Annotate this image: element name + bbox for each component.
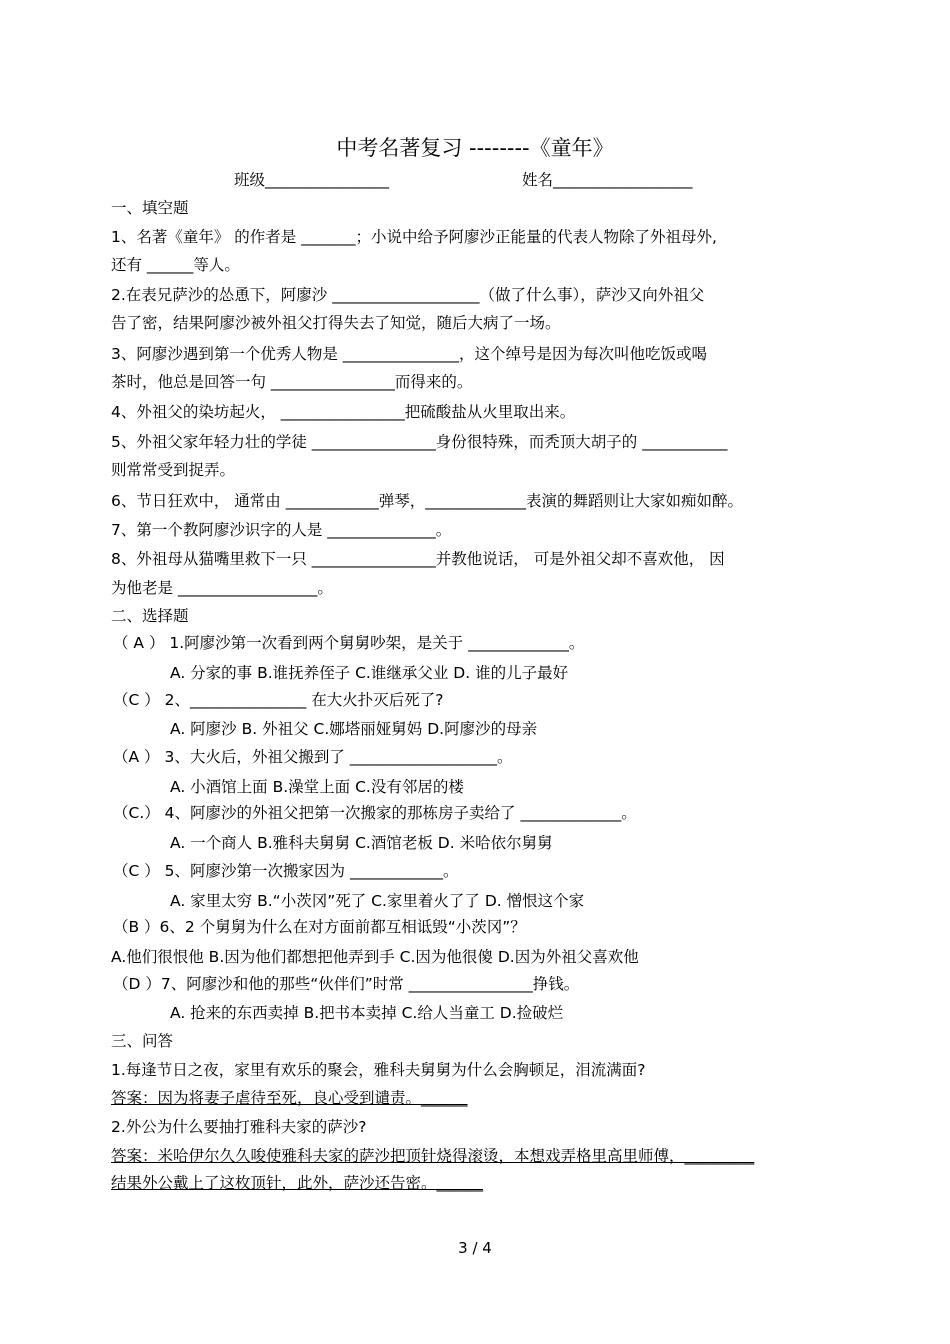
name-field-label: 姓名__________________ [522,171,693,189]
choice-question: （B ）6、2 个舅舅为什么在对方面前都互相诋毁“小茨冈”？ [113,918,526,936]
fill-line: 还有 ______等人。 [111,256,240,274]
choice-options: A. 阿廖沙 B. 外祖父 C.娜塔丽娅舅妈 D.阿廖沙的母亲 [170,720,538,738]
choice-question: （A ） 3、大火后，外祖父搬到了 ___________________。 [113,748,513,766]
choice-options: A. 家里太穷 B.“小茨冈”死了 C.家里着火了了 D. 憎恨这个家 [170,892,585,910]
choice-options: A. 抢来的东西卖掉 B.把书本卖掉 C.给人当童工 D.捡破烂 [170,1004,564,1022]
choice-question: （ A ） 1.阿廖沙第一次看到两个舅舅吵架，是关于 _____________。 [113,634,585,652]
fill-line: 8、外祖母从猫嘴里救下一只 ________________并教他说话， 可是外祖父却不喜欢他， 因 [111,550,725,568]
choice-question: （C.） 4、阿廖沙的外祖父把第一次搬家的那栋房子卖给了 _____________。 [113,804,637,822]
fill-line: 2.在表兄萨沙的怂恿下，阿廖沙 ___________________（做了什么事），萨沙又向外祖父 [111,286,705,304]
qa-answer: 答案：米哈伊尔久久唆使雅科夫家的萨沙把顶针烧得滚烫，本想戏弄格里高里师傅，_________ [111,1147,755,1165]
section-heading-choice: 二、选择题 [111,607,189,625]
qa-question: 1.每逢节日之夜，家里有欢乐的聚会，雅科夫舅舅为什么会胸顿足，泪流满面? [111,1061,646,1079]
choice-question: （D ）7、阿廖沙和他的那些“伙伴们”时常 ________________挣钱。 [113,975,580,993]
choice-question: （C ） 5、阿廖沙第一次搬家因为 ____________。 [113,862,459,880]
choice-options: A. 分家的事 B.谁抚养侄子 C.谁继承父业 D. 谁的儿子最好 [170,664,569,682]
fill-line: 5、外祖父家年轻力壮的学徒 ________________身份很特殊，而秃顶大胡子的 ___________ [111,433,728,451]
page-number: 3 / 4 [458,1239,492,1257]
fill-line: 则常常受到捉弄。 [111,461,236,479]
qa-answer: 结果外公戴上了这枚顶针，此外，萨沙还告密。______ [111,1174,484,1192]
choice-options: A. 一个商人 B.雅科夫舅舅 C.酒馆老板 D. 米哈依尔舅舅 [170,834,553,852]
choice-options: A.他们很恨他 B.因为他们都想把他弄到手 C.因为他很傻 D.因为外祖父喜欢他 [111,948,639,966]
fill-line: 6、节日狂欢中， 通常由 ____________弹琴，_____________表演的舞蹈则让大家如痴如醉。 [111,492,743,510]
fill-line: 7、第一个教阿廖沙识字的人是 ______________。 [111,521,452,539]
fill-line: 告了密，结果阿廖沙被外祖父打得失去了知觉，随后大病了一场。 [111,314,561,332]
choice-question: （C ） 2、_______________ 在大火扑灭后死了? [113,691,444,709]
page-title: 中考名著复习 --------《童年》 [336,136,614,160]
section-heading-fill: 一、填空题 [111,199,189,217]
fill-line: 茶时，他总是回答一句 ________________而得来的。 [111,373,473,391]
choice-options: A. 小酒馆上面 B.澡堂上面 C.没有邻居的楼 [170,778,464,796]
class-field-label: 班级________________ [234,171,390,189]
fill-line: 4、外祖父的染坊起火， ________________把硫酸盐从火里取出来。 [111,403,576,421]
fill-line: 1、名著《童年》 的作者是 _______；小说中给予阿廖沙正能量的代表人物除了外祖母外, [111,228,717,246]
section-heading-qa: 三、问答 [111,1032,174,1050]
qa-question: 2.外公为什么要抽打雅科夫家的萨沙? [111,1118,367,1136]
fill-line: 3、阿廖沙遇到第一个优秀人物是 _______________，这个绰号是因为每次叫他吃饭或喝 [111,345,708,363]
fill-line: 为他老是 __________________。 [111,579,333,597]
qa-answer: 答案：因为将妻子虐待至死，良心受到谴责。______ [111,1089,468,1107]
